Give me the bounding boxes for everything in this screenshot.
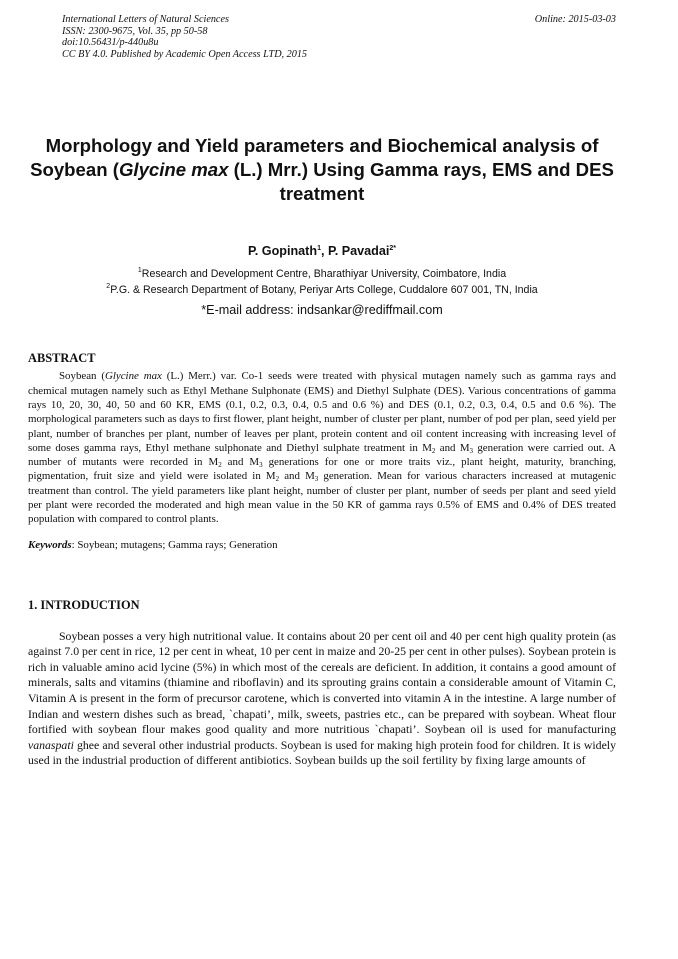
license-line: CC BY 4.0. Published by Academic Open Access LTD, 2015 — [62, 48, 308, 60]
journal-header — [28, 14, 616, 60]
abstract-body: Soybean (Glycine max (L.) Merr.) var. Co-1 seeds were treated with physical mutagen namely such as gamma rays and chemical mutagen namely such as Ethyl Methane Sulphonate (EMS) and Diethyl Sulphate (DES). Various concentrations of gamma rays 10, 20, 30, 40, 50 and 60 KR, EMS (0.1, 0.2, 0.3, 0.4, 0.5 and 0.6 %) and DES (0.1, 0.2, 0.3, 0.4, 0.5 and 0.6 %). The morphological parameters such as days to first flower, plant height, number of cluster per plant, number of pod per plan, seed yield per plant, number of branches per plant, number of leaves per plant, protein content and oil content increasing with increasing level of some doses gamma rays, Ethyl methane sulphonate and Diethyl sulphate treatment in $M_2$ and $M_3$ generation were carried out. A number of mutants were recorded in $M_2$ and $M_3$ generations for one or more traits viz., plant height, maturity, branching, pigmentation, fruit size and yield were isolated in $M_2$ and $M_3$ generation. Mean for various characters increased at mutagenic treatment than control. The yield parameters like plant height, number of cluster per plant, number of seeds per plant and seed yield per plant were recorded the moderated and high mean value in the 50 KR of gamma rays 0.5% of EMS and 0.4% of DES treated population with compared to control plants. — [28, 370, 617, 526]
paper-page — [28, 14, 616, 769]
doi-line: doi:10.56431/p-440u8u — [62, 37, 159, 49]
author-list: P. Gopinath$^1$, P. Pavadai$^{2*}$ — [248, 244, 396, 259]
affiliation-2: $^2$P.G. & Research Department of Botany, Periyar Arts College, Cuddalore 607 001, TN, India — [106, 283, 538, 297]
online-date: Online: 2015-03-03 — [534, 14, 616, 25]
keywords-label: Keywords — [28, 538, 72, 551]
paper-title: Morphology and Yield parameters and Biochemical analysis of Soybean (Glycine max (L.) Mrr.) Using Gamma rays, EMS and DES treatment — [30, 135, 614, 205]
introduction-body: Soybean posses a very high nutritional value. It contains about 20 per cent oil and 40 per cent high quality protein (as against 7.0 per cent in rice, 12 per cent in wheat, 10 per cent in maize and 20-25 per cent in other pulses). Soybean protein is rich in valuable amino acid lycine (5%) in which most of the cereals are deficient. In addition, it contains a good amount of minerals, salts and vitamins (thiamine and riboflavin) and its sprouting grains contain a considerable amount of Vitamin C, Vitamin A is present in the form of precursor carotene, which is converted into vitamin A in the intestine. A large number of Indian and western dishes such as bread, `chapati’, milk, sweets, pastries etc., can be prepared with soybean. Wheat flour fortified with soybean flour makes good quality and more nutritious `chapati’. Soybean oil is used for manufacturing vanaspati ghee and several other industrial products. Soybean is used for making high protein food for children. It is widely used in the industrial production of different antibiotics. Soybean builds up the soil fertility by fixing large amounts of — [28, 628, 617, 768]
keywords — [28, 539, 616, 551]
affiliation-1: $^1$Research and Development Centre, Bharathiyar University, Coimbatore, India — [137, 267, 507, 281]
title-species: Glycine max — [118, 159, 229, 181]
abstract-heading: ABSTRACT — [28, 351, 96, 366]
author-2: P. Pavadai — [327, 244, 390, 259]
corresponding-email: *E-mail address: indsankar@rediffmail.com — [201, 303, 443, 318]
introduction-heading: 1. INTRODUCTION — [28, 597, 140, 612]
journal-name: International Letters of Natural Sciences — [62, 14, 229, 25]
author-1: P. Gopinath — [248, 244, 318, 259]
keywords-list: : Soybean; mutagens; Gamma rays; Generation — [71, 538, 278, 551]
issn-line: ISSN: 2300-9675, Vol. 35, pp 50-58 — [62, 25, 208, 37]
